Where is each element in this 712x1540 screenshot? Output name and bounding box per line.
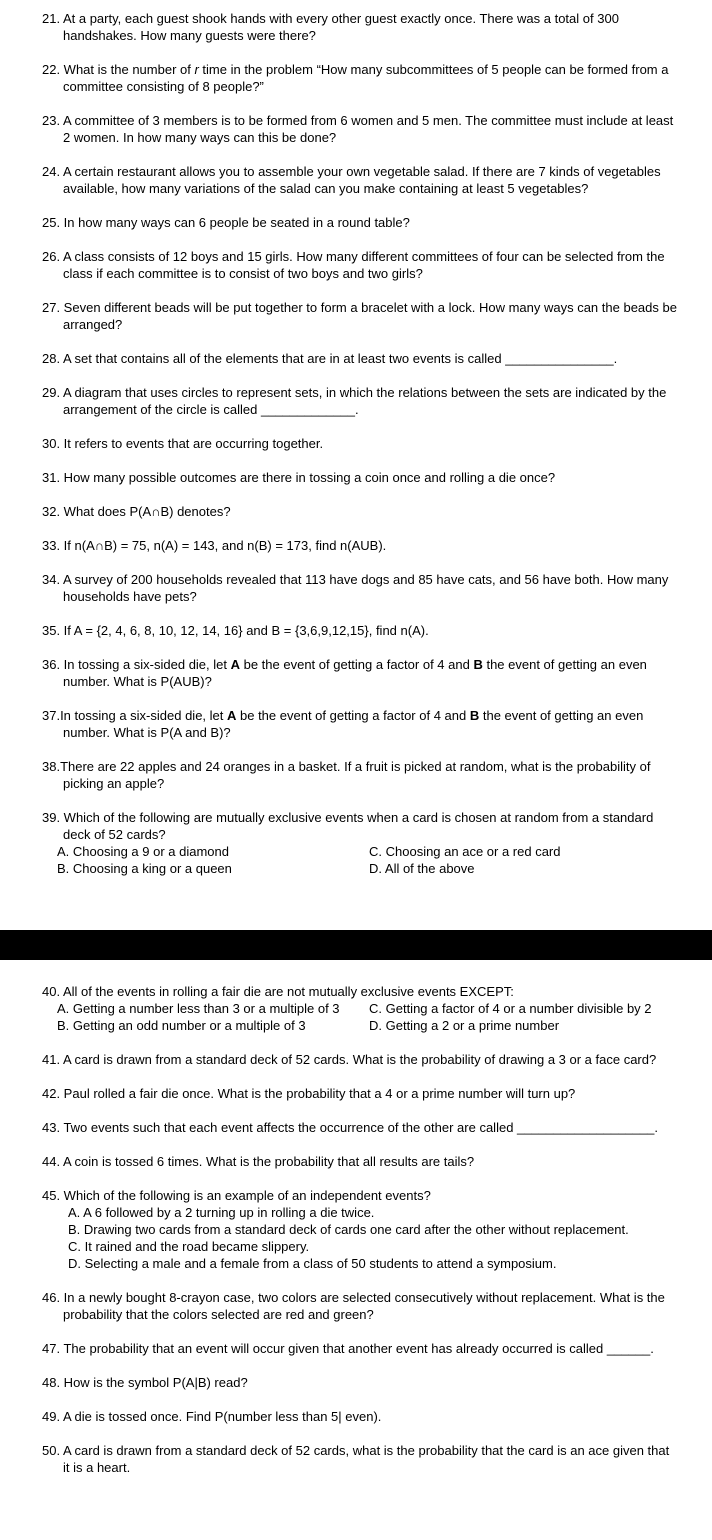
question-text-segment: the event of getting an even number. What is P(A and B)?: [63, 708, 644, 740]
question-item: [42, 622, 678, 639]
question-text-segment: 22. What is the number of: [42, 62, 195, 77]
question-text-segment: 29. A diagram that uses circles to represent sets, in which the relations between the sets are indicated by the arrangement of the circle is called _____________.: [42, 385, 667, 417]
question-text-segment: time in the problem “How many subcommittees of 5 people can be formed from a committee consisting of 8 people?”: [63, 62, 669, 94]
question-text: [42, 503, 678, 520]
question-item: [42, 1340, 678, 1357]
option: B. Choosing a king or a queen: [57, 861, 232, 876]
question-text-segment: 31. How many possible outcomes are there in tossing a coin once and rolling a die once?: [42, 470, 556, 485]
option: D. Selecting a male and a female from a class of 50 students to attend a symposium.: [68, 1256, 557, 1271]
question-item: [42, 112, 678, 146]
option-row: [57, 1017, 678, 1034]
option: B. Getting an odd number or a multiple of 3: [57, 1018, 306, 1033]
question-item: [42, 214, 678, 231]
question-text-segment: 38.There are 22 apples and 24 oranges in a basket. If a fruit is picked at random, what is the probability of picking an apple?: [42, 759, 651, 791]
question-text: [42, 10, 678, 44]
question-text: [42, 248, 678, 282]
question-item: [42, 537, 678, 554]
question-text: [42, 809, 678, 843]
question-text-segment: 43. Two events such that each event affects the occurrence of the other are called ___________________.: [42, 1120, 659, 1135]
question-text-segment: 40. All of the events in rolling a fair die are not mutually exclusive events EXCEPT:: [42, 984, 514, 999]
question-text: [42, 1051, 678, 1068]
question-text-segment: 25. In how many ways can 6 people be seated in a round table?: [42, 215, 410, 230]
question-text-segment: r: [194, 62, 199, 77]
question-text: [42, 163, 678, 197]
question-text: [42, 1187, 678, 1204]
question-item: [42, 10, 678, 44]
question-text: [42, 1442, 678, 1476]
question-text: [42, 1374, 678, 1391]
question-text-segment: A: [230, 657, 240, 672]
option: C. Choosing an ace or a red card: [369, 844, 561, 859]
question-item: [42, 503, 678, 520]
question-text-segment: 21. At a party, each guest shook hands with every other guest exactly once. There was a total of 300 handshakes. How many guests were there?: [42, 11, 619, 43]
question-item: [42, 1187, 678, 1272]
question-text-segment: 41. A card is drawn from a standard deck of 52 cards. What is the probability of drawing a 3 or a face card?: [42, 1052, 657, 1067]
question-text-segment: 30. It refers to events that are occurring together.: [42, 436, 324, 451]
question-text: [42, 435, 678, 452]
question-item: [42, 1085, 678, 1102]
option: A. Choosing a 9 or a diamond: [57, 844, 229, 859]
question-text-segment: be the event of getting a factor of 4 and: [236, 708, 470, 723]
answer-options: [42, 1204, 678, 1272]
question-item: [42, 1442, 678, 1476]
question-item: [42, 1408, 678, 1425]
question-text-segment: 44. A coin is tossed 6 times. What is the probability that all results are tails?: [42, 1154, 475, 1169]
question-item: [42, 1153, 678, 1170]
question-item: [42, 809, 678, 877]
question-text-segment: B: [469, 708, 480, 723]
question-text: [42, 707, 678, 741]
option-row: [57, 860, 678, 877]
question-text: [42, 61, 678, 95]
question-text-segment: 47. The probability that an event will occur given that another event has already occurred is called ______.: [42, 1341, 654, 1356]
option-row: [57, 843, 678, 860]
question-text: [42, 622, 678, 639]
question-text: [42, 299, 678, 333]
question-text: [42, 350, 678, 367]
question-text-segment: 49. A die is tossed once. Find P(number less than 5| even).: [42, 1409, 382, 1424]
question-text-segment: be the event of getting a factor of 4 and: [240, 657, 474, 672]
question-item: [42, 656, 678, 690]
question-item: [42, 469, 678, 486]
question-text-segment: A: [227, 708, 237, 723]
option: C. Getting a factor of 4 or a number divisible by 2: [369, 1001, 652, 1016]
question-item: [42, 350, 678, 367]
question-text-segment: 42. Paul rolled a fair die once. What is the probability that a 4 or a prime number will turn up?: [42, 1086, 576, 1101]
question-text: [42, 983, 678, 1000]
question-text: [42, 571, 678, 605]
question-text: [42, 214, 678, 231]
question-text: [42, 1085, 678, 1102]
question-text: [42, 1340, 678, 1357]
question-text: [42, 469, 678, 486]
question-text: [42, 1153, 678, 1170]
question-item: [42, 1374, 678, 1391]
option: B. Drawing two cards from a standard deck of cards one card after the other without replacement.: [68, 1222, 629, 1237]
question-text-segment: 32. What does P(A∩B) denotes?: [42, 504, 231, 519]
question-text-segment: 45. Which of the following is an example of an independent events?: [42, 1188, 431, 1203]
question-item: [42, 61, 678, 95]
question-item: [42, 435, 678, 452]
question-text-segment: 48. How is the symbol P(A|B) read?: [42, 1375, 248, 1390]
question-item: [42, 1289, 678, 1323]
question-item: [42, 299, 678, 333]
question-text: [42, 537, 678, 554]
question-text-segment: 35. If A = {2, 4, 6, 8, 10, 12, 14, 16} and B = {3,6,9,12,15}, find n(A).: [42, 623, 429, 638]
question-text-segment: 34. A survey of 200 households revealed that 113 have dogs and 85 have cats, and 56 have both. How many households have pets?: [42, 572, 669, 604]
question-item: [42, 983, 678, 1034]
option: A. Getting a number less than 3 or a multiple of 3: [57, 1001, 340, 1016]
question-text-segment: 24. A certain restaurant allows you to assemble your own vegetable salad. If there are 7 kinds of vegetables available, how many variations of the salad can you make containing at least 5 vegetables?: [42, 164, 661, 196]
question-item: [42, 1051, 678, 1068]
question-text-segment: 46. In a newly bought 8-crayon case, two colors are selected consecutively without replacement. What is the probability that the colors selected are red and green?: [42, 1290, 665, 1322]
question-text-segment: 28. A set that contains all of the elements that are in at least two events is called _______________.: [42, 351, 618, 366]
option: A. A 6 followed by a 2 turning up in rolling a die twice.: [68, 1205, 375, 1220]
question-text-segment: 37.In tossing a six-sided die, let: [42, 708, 227, 723]
question-text-segment: 36. In tossing a six-sided die, let: [42, 657, 231, 672]
question-text-segment: the event of getting an even number. What is P(AUB)?: [63, 657, 647, 689]
question-text-segment: 33. If n(A∩B) = 75, n(A) = 143, and n(B) = 173, find n(AUB).: [42, 538, 387, 553]
question-text: [42, 656, 678, 690]
question-text-segment: 39. Which of the following are mutually exclusive events when a card is chosen at random from a standard deck of 52 cards?: [42, 810, 654, 842]
question-text-segment: 27. Seven different beads will be put together to form a bracelet with a lock. How many ways can the beads be arranged?: [42, 300, 677, 332]
option-row: [57, 1000, 678, 1017]
question-text-segment: 50. A card is drawn from a standard deck of 52 cards, what is the probability that the card is an ace given that it is a heart.: [42, 1443, 670, 1475]
question-text: [42, 1289, 678, 1323]
question-text-segment: 23. A committee of 3 members is to be formed from 6 women and 5 men. The committee must include at least 2 women. In how many ways can this be done?: [42, 113, 674, 145]
question-item: [42, 163, 678, 197]
option: D. Getting a 2 or a prime number: [369, 1018, 560, 1033]
option: C. It rained and the road became slippery.: [68, 1239, 310, 1254]
question-text-segment: B: [473, 657, 483, 672]
option: D. All of the above: [369, 861, 475, 876]
question-item: [42, 248, 678, 282]
question-text: [42, 758, 678, 792]
answer-options: [42, 843, 678, 877]
question-item: [42, 384, 678, 418]
exam-page-2: [0, 983, 712, 1476]
question-text: [42, 112, 678, 146]
question-text-segment: 26. A class consists of 12 boys and 15 girls. How many different committees of four can be selected from the class if each committee is to consist of two boys and two girls?: [42, 249, 665, 281]
question-text: [42, 384, 678, 418]
question-text: [42, 1119, 678, 1136]
question-text: [42, 1408, 678, 1425]
question-item: [42, 707, 678, 741]
answer-options: [42, 1000, 678, 1034]
page-break-band: [0, 930, 712, 960]
question-item: [42, 571, 678, 605]
question-item: [42, 1119, 678, 1136]
question-item: [42, 758, 678, 792]
